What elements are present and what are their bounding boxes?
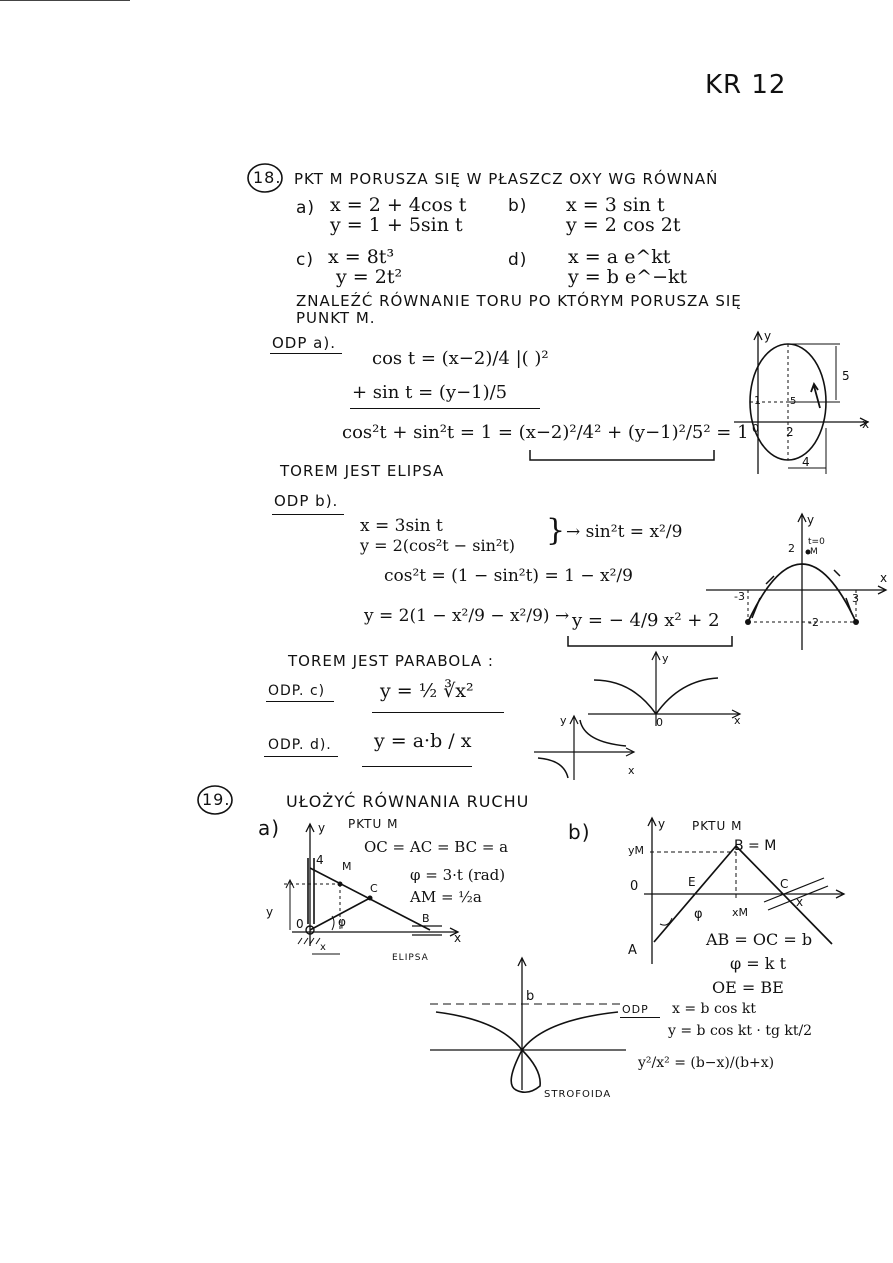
problem-18-statement: PKT M PORUSZA SIĘ W PŁASZCZ OXY WG RÓWNAŃ xyxy=(294,170,719,188)
fig-ellipse-five: 5 xyxy=(790,396,797,407)
p18-c-label: c) xyxy=(296,250,314,270)
p18-d-y: y = b e^−kt xyxy=(568,266,688,288)
fig19b-ym: yM xyxy=(628,844,645,857)
page-code: KR 12 xyxy=(705,70,787,100)
p19-b-strofoida: STROFOIDA xyxy=(544,1089,612,1100)
p18-odp-a-conclusion: TOREM JEST ELIPSA xyxy=(280,462,445,480)
p18-b-y: y = 2 cos 2t xyxy=(566,214,681,236)
p18-a-y: y = 1 + 5sin t xyxy=(330,214,463,236)
p19-b-odp-label: ODP xyxy=(622,1003,649,1016)
p19-b-label: b) xyxy=(568,820,591,844)
p19-a-elipsa: ELIPSA xyxy=(392,953,429,963)
p18-b-x: x = 3 sin t xyxy=(566,194,665,216)
fig19b-phi: φ xyxy=(694,907,703,922)
p18-c-x: x = 8t³ xyxy=(328,246,395,268)
p18-odp-b-underline xyxy=(272,514,344,515)
fig19b-y: y xyxy=(658,817,666,831)
fig-ellipse-one: 1 xyxy=(754,394,761,407)
figure-19a-mechanism xyxy=(262,818,474,966)
scan-edge-line xyxy=(0,0,130,1)
p18-odp-a-result-bracket xyxy=(528,448,718,464)
p18-odp-c-label: ODP. c) xyxy=(268,683,326,699)
fig19a-m: M xyxy=(342,860,352,873)
p18-odp-d-eq: y = a·b / x xyxy=(374,730,472,752)
fig-c-x: x xyxy=(734,714,741,727)
fig-parabola-m: M xyxy=(810,547,818,557)
fig-d-x: x xyxy=(628,764,635,777)
fig-ellipse-x: x xyxy=(862,417,870,431)
p18-odp-b-l3: cos²t = (1 − sin²t) = 1 − x²/9 xyxy=(384,566,633,586)
fig-ellipse-two: 2 xyxy=(786,425,794,439)
p18-odp-d-label: ODP. d). xyxy=(268,737,332,753)
p18-a-x: x = 2 + 4cos t xyxy=(330,194,467,216)
p18-odp-b-l2: y = 2(cos²t − sin²t) xyxy=(360,536,515,555)
fig19b-a: A xyxy=(628,943,637,958)
fig-ellipse-four: 4 xyxy=(802,455,810,469)
fig19a-o: 0 xyxy=(296,917,304,931)
fig-ellipse-y: y xyxy=(764,329,772,343)
figure-ellipse xyxy=(728,328,878,478)
fig-ellipse-zero: 0 xyxy=(752,422,759,435)
p19-a-pktu: PKTU M xyxy=(348,817,399,831)
p18-odp-b-l1: x = 3sin t xyxy=(360,516,443,536)
fig19a-x-axis-label: x xyxy=(454,931,462,945)
p18-task-2: PUNKT M. xyxy=(296,309,376,327)
p18-odp-b-brace: } xyxy=(546,513,566,548)
fig19b-e: E xyxy=(688,875,696,889)
figure-parabola xyxy=(700,510,890,652)
problem-19-number: 19. xyxy=(202,790,231,809)
p18-odp-a-label: ODP a). xyxy=(272,334,336,352)
fig19b-x: x xyxy=(796,895,804,909)
fig-parabola-minus3: -3 xyxy=(734,590,745,603)
fig19c-b: b xyxy=(526,989,535,1004)
p18-a-label: a) xyxy=(296,198,316,218)
p19-b-odp2: y = b cos kt · tg kt/2 xyxy=(668,1023,813,1039)
p18-odp-a-l3: cos²t + sin²t = 1 = (x−2)²/4² + (y−1)²/5² = 1 xyxy=(342,422,749,443)
p18-odp-b-l4: y = 2(1 − x²/9 − x²/9) → xyxy=(364,606,570,626)
fig-parabola-y: y xyxy=(807,513,815,527)
p18-d-label: d) xyxy=(508,250,528,270)
fig19a-b: B xyxy=(422,912,430,925)
fig19b-xm: xM xyxy=(732,906,749,919)
p18-odp-b-label: ODP b). xyxy=(274,492,339,510)
p19-b-eq3: OE = BE xyxy=(712,978,784,997)
fig-c-zero: 0 xyxy=(656,716,663,728)
p18-odp-a-sum-line xyxy=(350,408,540,409)
fig-parabola-minus2: -2 xyxy=(808,616,819,629)
p18-task: ZNALEŹĆ RÓWNANIE TORU PO KTÓRYM PORUSZA SIĘ xyxy=(296,292,742,310)
p19-a-eq2: φ = 3·t (rad) xyxy=(410,866,506,884)
p18-b-label: b) xyxy=(508,196,528,216)
fig19a-yv: y xyxy=(266,905,274,919)
fig19b-c: C xyxy=(780,877,789,891)
fig-parabola-two: 2 xyxy=(788,542,795,555)
p19-b-odp1: x = b cos kt xyxy=(672,1001,756,1017)
p19-a-eq3: AM = ½a xyxy=(410,888,482,906)
figure-strophoid xyxy=(430,954,630,1094)
p18-odp-c-eq-underline xyxy=(372,712,504,713)
fig-d-y: y xyxy=(560,714,567,727)
fig-ellipse-five-right: 5 xyxy=(842,369,850,383)
p19-a-label: a) xyxy=(258,816,281,840)
p18-c-y: y = 2t² xyxy=(336,266,403,288)
fig-c-y: y xyxy=(662,652,669,665)
fig-parabola-t0: t=0 xyxy=(808,537,825,547)
p18-odp-d-eq-underline xyxy=(362,766,472,767)
p19-b-eq2: φ = k t xyxy=(730,954,786,973)
p19-b-eq1: AB = OC = b xyxy=(706,930,813,949)
fig19a-phi: φ xyxy=(338,915,346,929)
p18-odp-b-l4-result: y = − 4/9 x² + 2 xyxy=(572,610,720,631)
p18-d-x: x = a e^kt xyxy=(568,246,671,268)
p18-odp-b-conclusion: TOREM JEST PARABOLA : xyxy=(288,652,494,670)
p19-b-pktu: PKTU M xyxy=(692,819,743,833)
fig-parabola-plus3: 3 xyxy=(852,592,859,605)
problem-19-statement: UŁOŻYĆ RÓWNANIA RUCHU xyxy=(286,792,530,811)
p18-odp-d-underline xyxy=(264,756,338,757)
fig19a-xv: x xyxy=(320,942,326,953)
fig19a-y-axis-label: y xyxy=(318,821,326,835)
fig19a-a4: 4 xyxy=(316,853,324,867)
p19-a-eq1: OC = AC = BC = a xyxy=(364,838,509,856)
p18-odp-a-underline xyxy=(270,353,342,354)
fig19b-o: 0 xyxy=(630,879,639,894)
p18-odp-a-l2: + sin t = (y−1)/5 xyxy=(352,382,508,403)
problem-18-number: 18. xyxy=(253,168,282,187)
p18-odp-c-eq: y = ½ ∛x² xyxy=(380,680,474,702)
figure-hyperbola xyxy=(530,712,640,782)
fig19a-c: C xyxy=(370,882,378,895)
fig19b-bm: B = M xyxy=(734,838,777,854)
p18-odp-a-l1: cos t = (x−2)/4 |( )² xyxy=(372,348,549,369)
p18-odp-c-underline xyxy=(266,701,334,702)
p18-odp-b-l1-result: → sin²t = x²/9 xyxy=(566,522,683,542)
p19-b-odp3: y²/x² = (b−x)/(b+x) xyxy=(638,1055,775,1071)
fig-parabola-x: x xyxy=(880,571,888,585)
